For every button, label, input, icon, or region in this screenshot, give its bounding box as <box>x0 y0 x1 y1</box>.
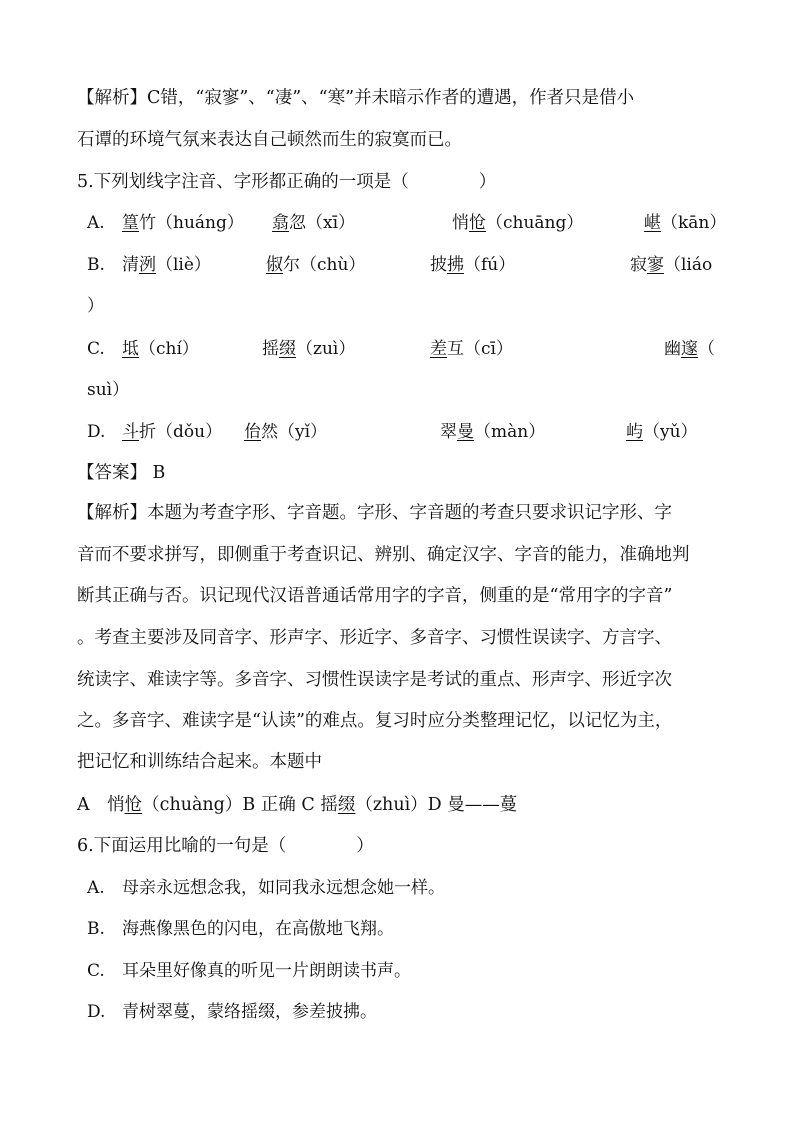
analysis-line: 断其正确与否。识记现代汉语普通话常用字的字音，侧重的是“常用字的字音” <box>77 586 673 606</box>
word-3: 差互（cī） <box>430 339 513 359</box>
analysis-line: 石谭的环境气氛来表达自己顿然而生的寂寞而已。 <box>77 130 462 150</box>
analysis-line: 音而不要求拼写，即侧重于考查识记、辨别、确定汉字、字音的能力，准确地判 <box>77 545 690 565</box>
word-4: 屿（yǔ） <box>626 422 698 442</box>
analysis-line: 【解析】本题为考查字形、字音题。字形、字音题的考查只要求识记字形、字 <box>77 503 672 523</box>
word-2: 佁然（yǐ） <box>244 422 328 442</box>
option-label: C. <box>87 961 105 981</box>
option-label: D. <box>87 1002 106 1022</box>
word-4: 幽邃（ <box>664 339 715 359</box>
word-2: 摇缀（zuì） <box>262 339 356 359</box>
analysis-line: 【解析】C错，“寂寥”、“凄”、“寒”并未暗示作者的遭遇，作者只是借小 <box>77 88 635 108</box>
word-4: 嵁（kān） <box>644 213 727 233</box>
word-1: 清洌（liè） <box>122 255 211 275</box>
word-2: 翕忽（xī） <box>272 213 356 233</box>
option-label: B. <box>87 919 105 939</box>
option-text: 母亲永远想念我，如同我永远想念她一样。 <box>122 878 445 898</box>
analysis-line: 统读字、难读字等。多音字、习惯性误读字是考试的重点、形声字、形近字次 <box>77 670 672 690</box>
analysis-line: 之。多音字、难读字是“认读”的难点。复习时应分类整理记忆，以记忆为主， <box>77 711 673 731</box>
option-label: C. <box>87 339 105 359</box>
option-text: 耳朵里好像真的听见一片朗朗读书声。 <box>122 961 411 981</box>
answer-line: 【答案】 B <box>77 463 166 483</box>
word-1: 斗折（dǒu） <box>122 422 223 442</box>
explanation-line: A 悄怆（chuàng）B 正确 C 摇缀（zhuì）D 曼——蔓 <box>77 795 518 815</box>
word-4-continued: suì） <box>87 380 130 400</box>
word-1: 篁竹（huáng） <box>122 213 244 233</box>
analysis-line: 。考查主要涉及同音字、形声字、形近字、多音字、习惯性误读字、方言字、 <box>77 628 672 648</box>
word-3: 翠曼（màn） <box>440 422 546 442</box>
option-label: A. <box>87 878 105 898</box>
option-label: B. <box>87 255 105 275</box>
word-3: 披拂（fú） <box>430 255 516 275</box>
word-2: 俶尔（chù） <box>266 255 366 275</box>
option-text: 青树翠蔓，蒙络摇缀，参差披拂。 <box>122 1002 377 1022</box>
option-text: 海燕像黑色的闪电，在高傲地飞翔。 <box>122 919 394 939</box>
question-5-stem: 5.下列划线字注音、字形都正确的一项是（ ） <box>77 172 497 192</box>
word-4: 寂寥（liáo <box>630 255 713 275</box>
word-3: 悄怆（chuāng） <box>452 213 584 233</box>
option-label: A. <box>87 213 105 233</box>
analysis-line: 把记忆和训练结合起来。本题中 <box>77 752 322 772</box>
option-label: D. <box>87 422 106 442</box>
word-4-continued: ） <box>87 296 104 316</box>
question-6-stem: 6.下面运用比喻的一句是（ ） <box>77 836 374 856</box>
word-1: 坻（chí） <box>122 339 199 359</box>
